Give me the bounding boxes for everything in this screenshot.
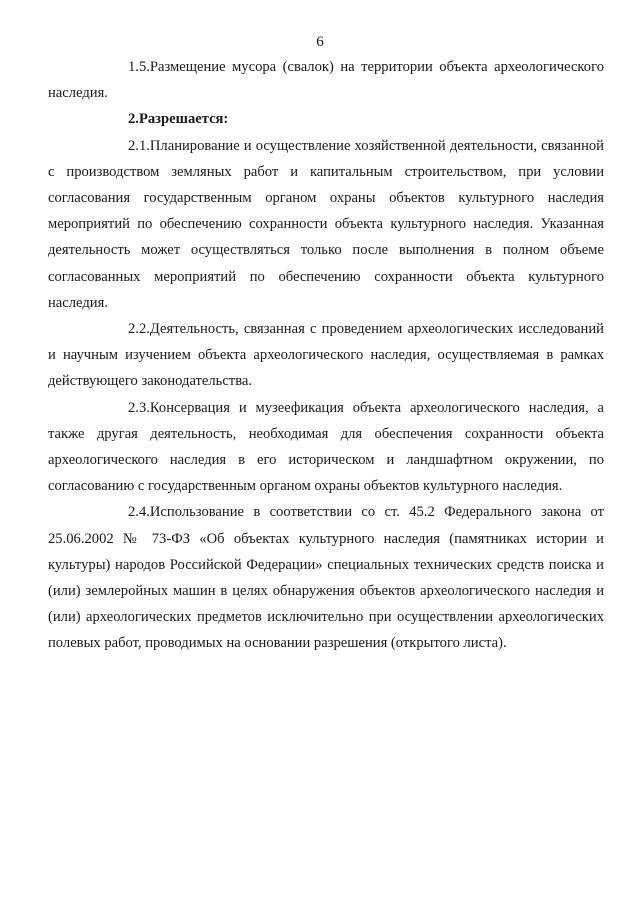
clause-number: 2.1. [128, 137, 150, 154]
clause-text: Размещение мусора (свалок) на территории объекта археологического наследия. [48, 59, 604, 102]
section-heading-allowed [48, 106, 604, 132]
clause-number: 1.5. [128, 59, 150, 75]
clause-2-1 [48, 133, 604, 316]
clause-number: 2.4. [128, 504, 150, 521]
clause-text: Использование в соответствии со ст. 45.2 Федерального закона от 25.06.2002 № 73-ФЗ «Об объектах культурного наследия (памятниках истории и культуры) народов Российской Федерации» специальных технических средств поиска и (или) землеройных машин в целях обнаружения объектов археологического наследия и (или) археологических предметов исключительно при осуществлении археологических полевых работ, проводимых на основании разрешения (открытого листа). [48, 504, 604, 652]
document-body [48, 54, 604, 657]
clause-number: 2.2. [128, 321, 150, 338]
section-number: 2. [128, 111, 139, 128]
page-number: 6 [316, 34, 324, 50]
clause-2-4 [48, 499, 604, 656]
clause-2-2 [48, 316, 604, 395]
clause-number: 2.3. [128, 399, 150, 416]
clause-text: Деятельность, связанная с проведением археологических исследований и научным изучением объекта археологического наследия, осуществляемая в рамках действующего законодательства. [48, 321, 604, 390]
clause-2-3 [48, 395, 604, 500]
clause-1-5 [48, 54, 604, 106]
clause-text: Планирование и осуществление хозяйственной деятельности, связанной с производством земляных работ и капитальным строительством, при условии согласования государственным органом охраны объектов культурного наследия мероприятий по обеспечению сохранности объекта культурного наследия. Указанная деятельность может осуществляться только после выполнения в полном объеме согласованных мероприятий по обеспечению сохранности объекта культурного наследия. [48, 137, 604, 311]
clause-text: Консервация и музеефикация объекта археологического наследия, а также другая деятельность, необходимая для обеспечения сохранности объекта археологического наследия в его историческом и ландшафтном окружении, по согласованию с государственным органом охраны объектов культурного наследия. [48, 399, 604, 495]
section-title: Разрешается: [138, 111, 229, 128]
